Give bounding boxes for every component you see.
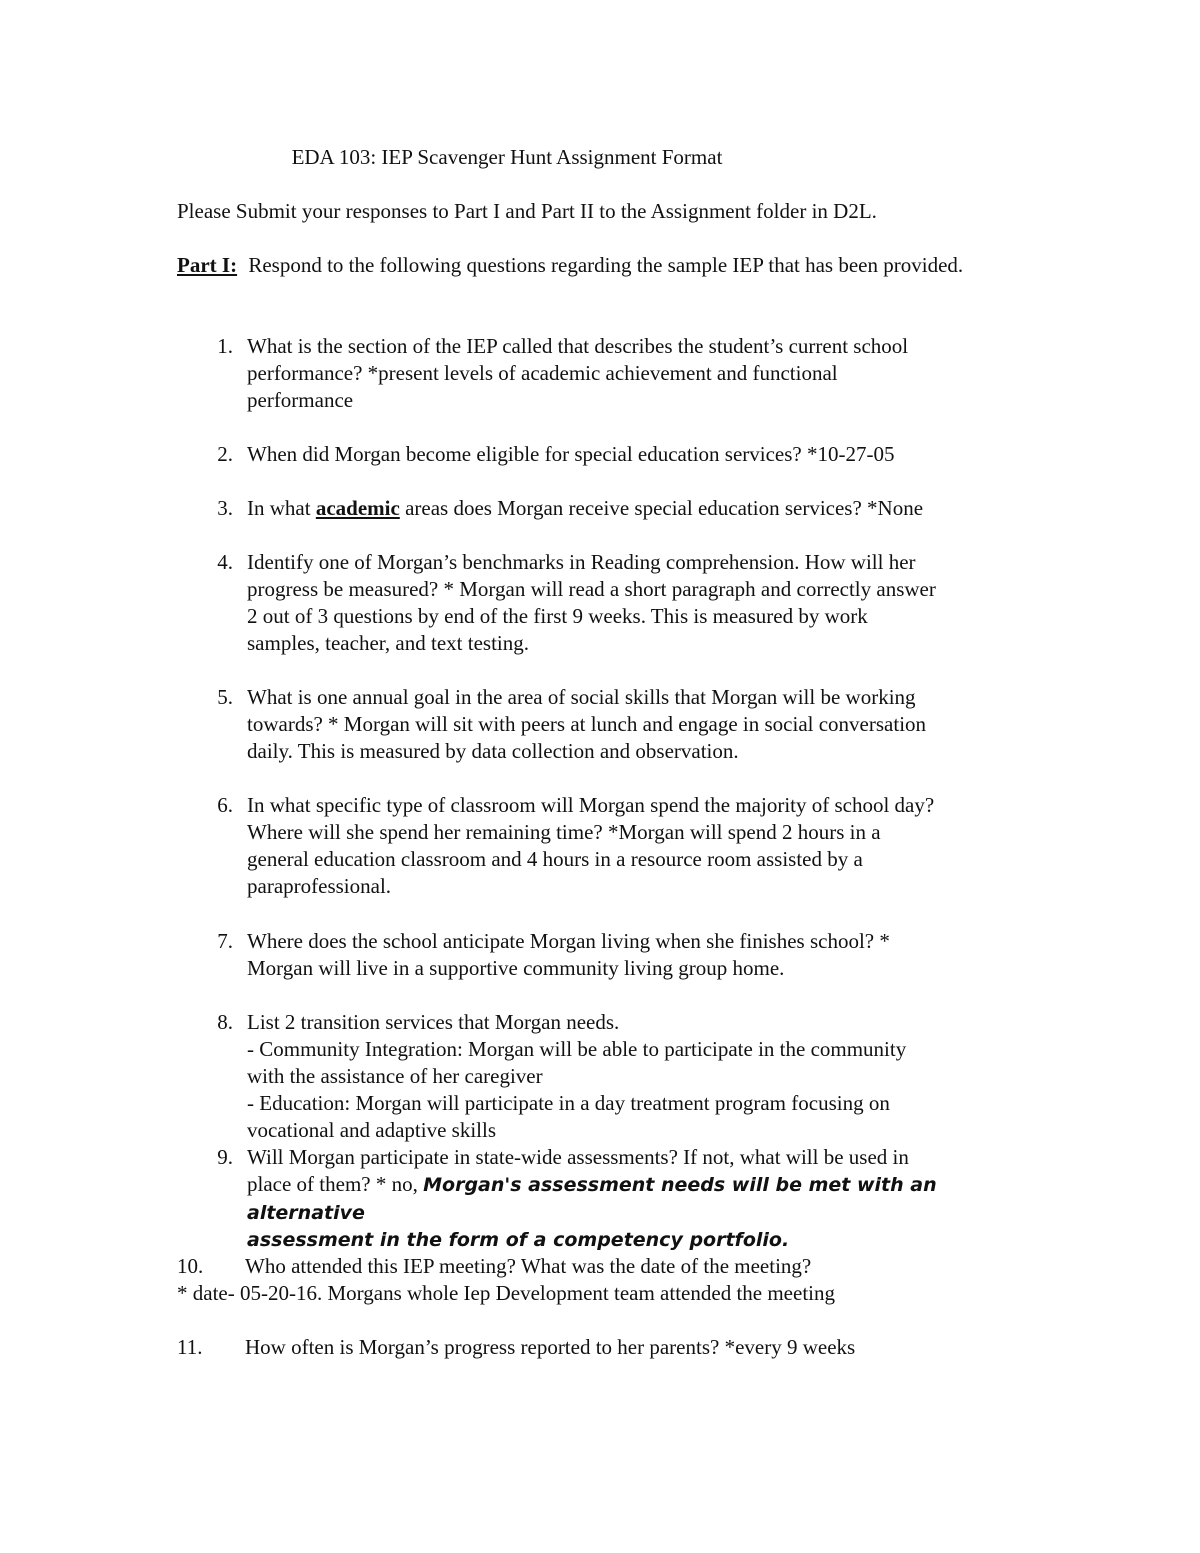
question-line: What is the section of the IEP called that describes the student’s current school <box>247 334 909 358</box>
question-prefix: In what <box>247 496 311 520</box>
answer-prefix: place of them? * no, <box>247 1172 418 1196</box>
question-line: 2 out of 3 questions by end of the first 9 weeks. This is measured by work <box>247 604 868 628</box>
question-line: Where does the school anticipate Morgan living when she finishes school? * <box>247 929 890 953</box>
question-item <box>177 441 1037 468</box>
question-line: performance? *present levels of academic achievement and functional <box>247 361 838 385</box>
question-line: - Community Integration: Morgan will be able to participate in the community <box>247 1037 907 1061</box>
question-text <box>247 441 1037 468</box>
question-number: 4. <box>217 550 233 574</box>
question-number: 2. <box>217 442 233 466</box>
question-item <box>177 333 1037 414</box>
question-item <box>177 549 1037 657</box>
question-line: paraprofessional. <box>247 874 392 898</box>
part-one-label: Part I: <box>177 253 238 277</box>
question-line: progress be measured? * Morgan will read a short paragraph and correctly answer <box>247 577 936 601</box>
question-number: 7. <box>217 929 233 953</box>
question-line: - Education: Morgan will participate in a day treatment program focusing on <box>247 1091 890 1115</box>
question-number: 3. <box>217 496 233 520</box>
question-line: with the assistance of her caregiver <box>247 1064 543 1088</box>
question-text <box>247 549 1037 657</box>
question-line: What is one annual goal in the area of social skills that Morgan will be working <box>247 685 916 709</box>
emphasized-answer: Morgan's assessment needs will be met with an alternative <box>247 1174 937 1224</box>
question-line <box>247 1171 1037 1227</box>
question-number: 1. <box>217 334 233 358</box>
question-line: Morgan will live in a supportive community living group home. <box>247 956 785 980</box>
question-line: towards? * Morgan will sit with peers at lunch and engage in social conversation <box>247 712 927 736</box>
question-number: 11. <box>177 1335 203 1359</box>
question-text <box>247 684 1037 765</box>
question-line: Identify one of Morgan’s benchmarks in Reading comprehension. How will her <box>247 550 916 574</box>
emphasized-answer: assessment in the form of a competency portfolio. <box>247 1229 790 1251</box>
submission-instructions: Please Submit your responses to Part I and Part II to the Assignment folder in D2L. <box>177 199 877 223</box>
question-item <box>177 684 1037 765</box>
question-number: 10. <box>177 1254 204 1278</box>
question-item <box>177 1334 1037 1361</box>
question-item <box>177 792 1037 900</box>
question-item <box>177 1253 1037 1280</box>
question-line: When did Morgan become eligible for special education services? *10-27-05 <box>247 442 895 466</box>
question-line: Who attended this IEP meeting? What was the date of the meeting? <box>245 1254 812 1278</box>
question-line: Will Morgan participate in state-wide assessments? If not, what will be used in <box>247 1145 909 1169</box>
question-line: List 2 transition services that Morgan needs. <box>247 1010 620 1034</box>
question-text <box>247 928 1037 982</box>
question-line: Where will she spend her remaining time? *Morgan will spend 2 hours in a <box>247 820 881 844</box>
question-item <box>177 1144 1037 1254</box>
question-number: 6. <box>217 793 233 817</box>
question-text <box>247 495 1037 522</box>
question-item <box>177 1009 1037 1144</box>
question-text <box>247 792 1037 900</box>
question-line: daily. This is measured by data collection and observation. <box>247 739 739 763</box>
question-item <box>177 495 1037 522</box>
part-one-heading <box>177 252 1037 279</box>
question-line: vocational and adaptive skills <box>247 1118 497 1142</box>
question-item <box>177 928 1037 982</box>
question-text <box>247 333 1037 414</box>
question-number: 9. <box>217 1145 233 1169</box>
question-number: 8. <box>217 1010 233 1034</box>
emphasized-word: academic <box>315 496 400 520</box>
question-suffix: areas does Morgan receive special education services? *None <box>405 496 924 520</box>
question-number: 5. <box>217 685 233 709</box>
answer-line-unindented: * date- 05-20-16. Morgans whole Iep Development team attended the meeting <box>177 1281 835 1305</box>
question-line: In what specific type of classroom will Morgan spend the majority of school day? <box>247 793 935 817</box>
part-one-instructions: Respond to the following questions regarding the sample IEP that has been provided. <box>248 253 964 277</box>
question-text <box>247 1144 1037 1254</box>
document-title: EDA 103: IEP Scavenger Hunt Assignment Format <box>291 145 723 169</box>
question-line: performance <box>247 388 354 412</box>
question-text <box>245 1334 1037 1361</box>
question-line: samples, teacher, and text testing. <box>247 631 529 655</box>
question-text <box>247 1009 1037 1144</box>
question-line: How often is Morgan’s progress reported to her parents? *every 9 weeks <box>245 1335 856 1359</box>
question-line: general education classroom and 4 hours in a resource room assisted by a <box>247 847 863 871</box>
question-text <box>245 1253 1037 1280</box>
